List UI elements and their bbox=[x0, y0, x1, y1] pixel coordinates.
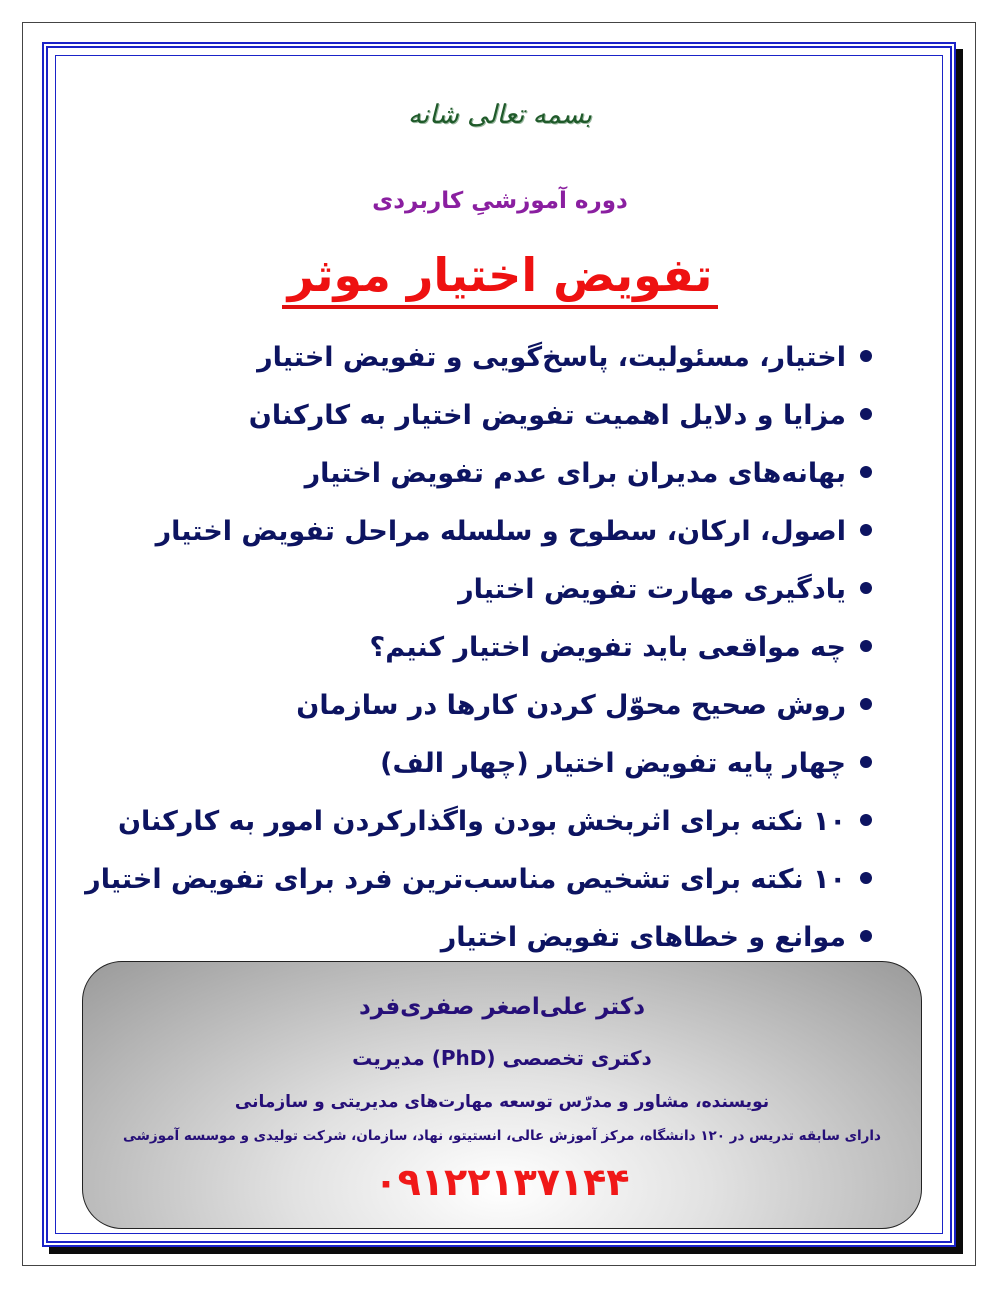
topic-item bbox=[112, 507, 872, 565]
bullet-icon bbox=[860, 698, 872, 710]
instructor-info-box bbox=[82, 961, 922, 1229]
course-title: تفویض اختیار موثر bbox=[282, 248, 719, 309]
topic-item bbox=[112, 449, 872, 507]
bullet-icon bbox=[860, 350, 872, 362]
bullet-icon bbox=[860, 872, 872, 884]
topic-item bbox=[112, 333, 872, 391]
bullet-icon bbox=[860, 466, 872, 478]
bullet-icon bbox=[860, 756, 872, 768]
topic-text: ۱۰ نکته برای اثربخش بودن واگذارکردن امور به کارکنان bbox=[117, 806, 846, 837]
bullet-icon bbox=[860, 524, 872, 536]
instructor-degree: دکتری تخصصی (PhD) مدیریت bbox=[352, 1046, 652, 1070]
topic-item bbox=[112, 739, 872, 797]
topic-item bbox=[112, 623, 872, 681]
topic-text: یادگیری مهارت تفویض اختیار bbox=[458, 574, 846, 605]
topic-item bbox=[112, 681, 872, 739]
topic-text: موانع و خطاهای تفویض اختیار bbox=[440, 922, 846, 953]
bullet-icon bbox=[860, 814, 872, 826]
contact-phone: ۰۹۱۲۲۱۳۷۱۴۴ bbox=[374, 1160, 630, 1204]
topic-item bbox=[85, 855, 872, 913]
topic-text: بهانه‌های مدیران برای عدم تفویض اختیار bbox=[304, 458, 846, 489]
bullet-icon bbox=[860, 408, 872, 420]
topic-text: مزایا و دلایل اهمیت تفویض اختیار به کارکنان bbox=[248, 400, 846, 431]
topic-list bbox=[85, 333, 872, 971]
topic-text: اصول، ارکان، سطوح و سلسله مراحل تفویض اختیار bbox=[155, 516, 846, 547]
instructor-experience: دارای سابقه تدریس در ۱۲۰ دانشگاه، مرکز آموزش عالی، انستیتو، نهاد، سازمان، شرکت تولیدی و موسسه آموزشی bbox=[123, 1128, 881, 1144]
topic-text: روش صحیح محوّل کردن کارها در سازمان bbox=[296, 690, 846, 721]
topic-text: چهار پایه تفویض اختیار (چهار الف) bbox=[380, 748, 846, 779]
topic-text: اختیار، مسئولیت، پاسخ‌گویی و تفویض اختیار bbox=[257, 342, 846, 373]
course-title-wrapper bbox=[0, 248, 1000, 309]
topic-text: ۱۰ نکته برای تشخیص مناسب‌ترین فرد برای تفویض اختیار bbox=[85, 864, 846, 895]
course-subtitle: دوره آموزشیِ کاربردی bbox=[372, 188, 628, 214]
topic-item bbox=[112, 391, 872, 449]
topic-item bbox=[112, 797, 872, 855]
instructor-description: نویسنده، مشاور و مدرّس توسعه مهارت‌های مدیریتی و سازمانی bbox=[234, 1092, 770, 1112]
bullet-icon bbox=[860, 930, 872, 942]
bullet-icon bbox=[860, 582, 872, 594]
instructor-name: دکتر علی‌اصغر صفری‌فرد bbox=[359, 994, 645, 1020]
topic-text: چه مواقعی باید تفویض اختیار کنیم؟ bbox=[369, 632, 846, 663]
basmala-calligraphy: بسمه تعالی شانه bbox=[407, 100, 593, 130]
topic-item bbox=[112, 565, 872, 623]
bullet-icon bbox=[860, 640, 872, 652]
